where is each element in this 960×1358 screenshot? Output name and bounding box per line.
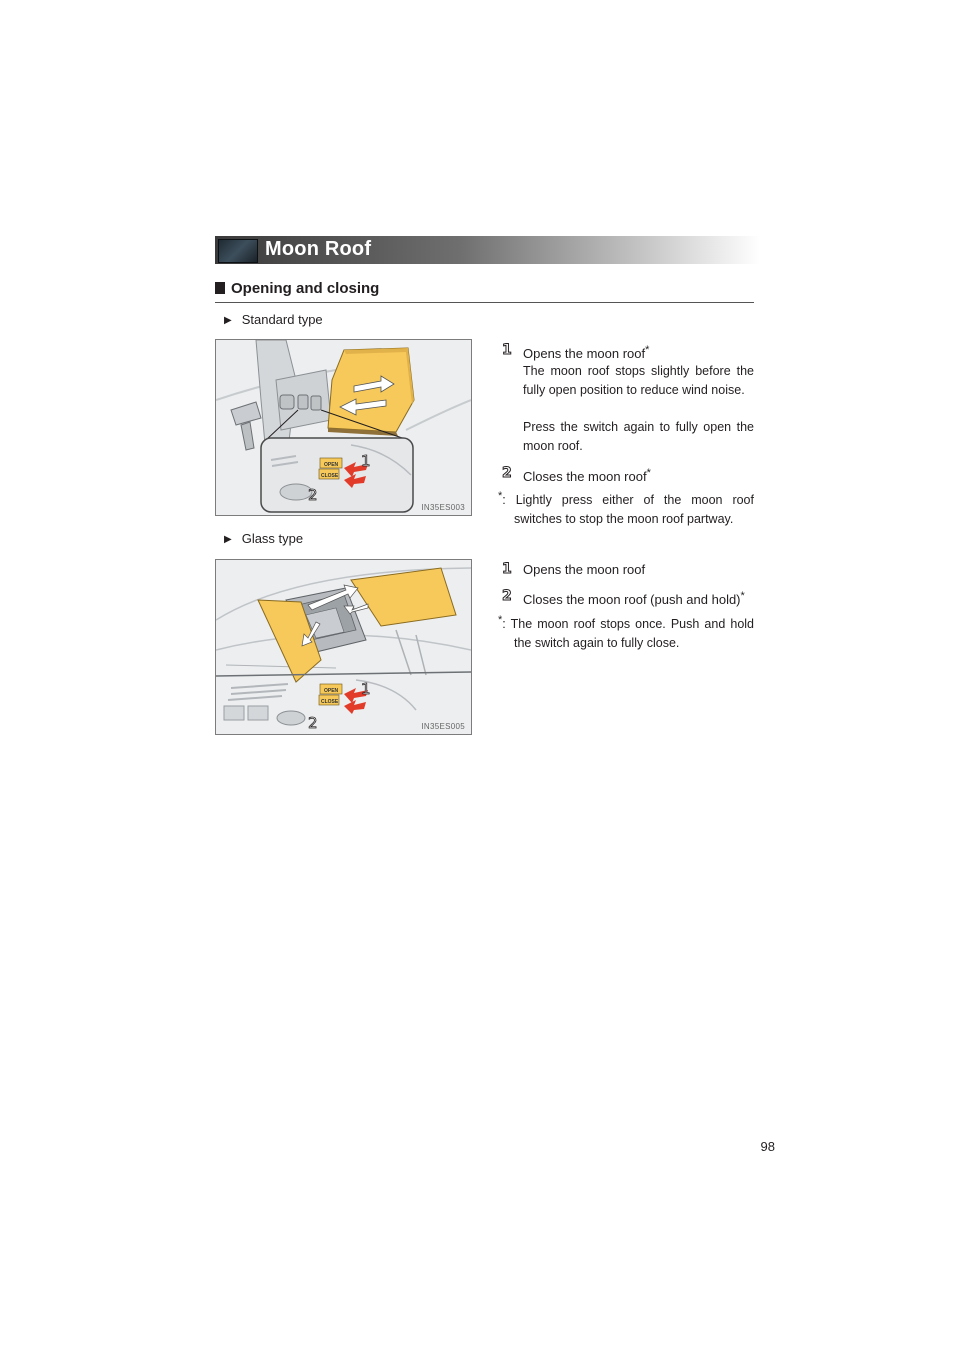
glass-note: *: The moon roof stops once. Push and hold the switch again to fully close. [498, 614, 754, 650]
page-title-bar [215, 236, 760, 264]
triangle-bullet-icon: ▶ [224, 315, 232, 326]
standard-callout-2: Closes the moon roof* [523, 467, 651, 484]
figure-callout-1: 1 [361, 452, 371, 470]
standard-note: *: Lightly press either of the moon roof switches to stop the moon roof partway. [498, 490, 754, 526]
callout-number-2: 2 [502, 465, 512, 481]
glass-type-figure [215, 559, 472, 735]
standard-callout-1-detail-1: The moon roof stops slightly before the fully open position to reduce wind noise. [523, 364, 754, 397]
square-bullet-icon [215, 282, 225, 294]
open-switch-label: OPEN [324, 462, 339, 468]
callout-number-1: 1 [502, 342, 512, 358]
callout-number-2: 2 [502, 588, 512, 604]
standard-callout-1-detail-2: Press the switch again to fully open the moon roof. [523, 420, 754, 453]
page-title: Moon Roof [265, 238, 372, 260]
standard-type-figure [215, 339, 472, 516]
figure-callout-2: 2 [308, 714, 318, 732]
glass-callout-1: Opens the moon roof [523, 562, 646, 577]
close-switch-label: CLOSE [321, 473, 339, 479]
figure-code: IN35ES003 [421, 503, 465, 512]
triangle-bullet-icon: ▶ [224, 534, 232, 545]
glass-roof-illustration [216, 560, 471, 734]
section-title: Opening and closing [231, 280, 380, 297]
callout-number-1: 1 [502, 561, 512, 577]
open-switch-label: OPEN [324, 688, 339, 694]
standard-type-label: ▶ Standard type [224, 312, 323, 327]
close-switch-label: CLOSE [321, 699, 339, 705]
glass-type-label: ▶ Glass type [224, 531, 304, 546]
figure-code: IN35ES005 [421, 722, 465, 731]
page-number: 98 [760, 1139, 775, 1154]
figure-callout-1: 1 [361, 680, 371, 698]
figure-callout-2: 2 [308, 486, 318, 504]
standard-roof-illustration [216, 340, 471, 515]
standard-callout-1: Opens the moon roof* [523, 344, 650, 361]
section-heading [215, 280, 754, 303]
title-thumbnail [218, 239, 258, 263]
glass-callout-2: Closes the moon roof (push and hold)* [523, 590, 745, 607]
